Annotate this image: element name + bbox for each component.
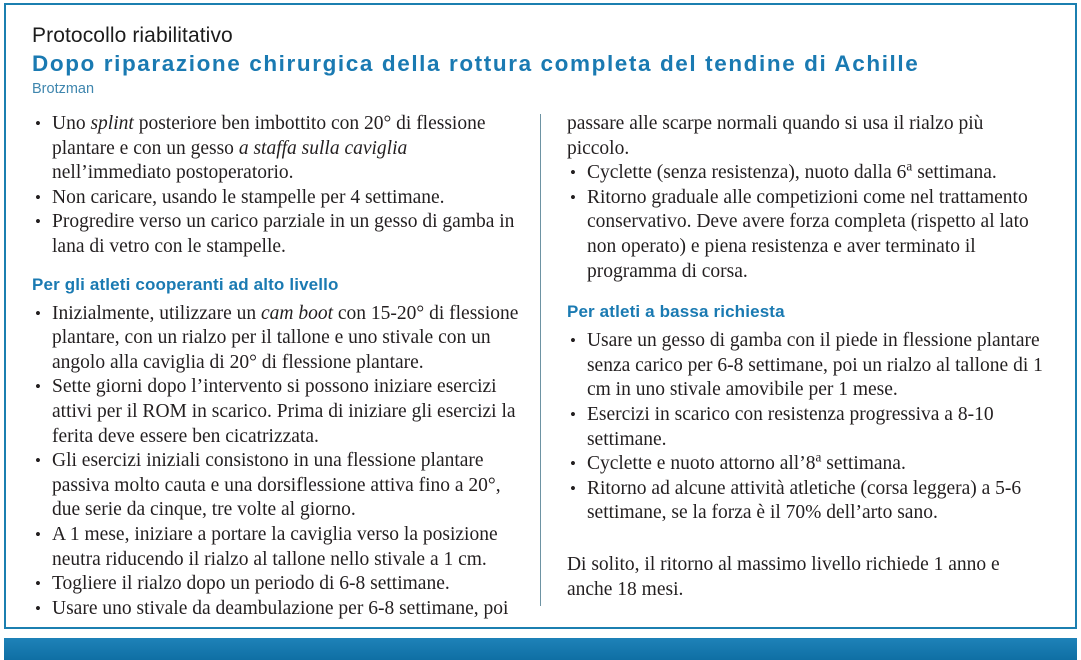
list-item: • Progredire verso un carico parziale in un gesso di gamba in lana di vetro con le stampelle. <box>32 210 526 259</box>
list-item: • Togliere il rialzo dopo un periodo di 6-8 settimane. <box>32 572 526 597</box>
list-item: • Sette giorni dopo l’intervento si possono iniziare esercizi attivi per il ROM in scarico. Prima di iniziare gli esercizi la ferita deve essere ben cicatrizzata. <box>32 375 526 449</box>
list-item: • Cyclette (senza resistenza), nuoto dalla 6$^a$ settimana. <box>567 161 1049 186</box>
closing-paragraph: Di solito, il ritorno al massimo livello richiede 1 anno e anche 18 mesi. <box>566 553 1000 600</box>
section-heading-low-demand-athletes: Per atleti a bassa richiesta <box>566 302 785 322</box>
low-demand-bullet-list <box>567 329 1049 526</box>
page-subtitle: Dopo riparazione chirurgica della rottura completa del tendine di Achille <box>32 51 920 76</box>
section-heading-high-demand-athletes: Per gli atleti cooperanti ad alto livello <box>32 274 339 294</box>
list-item: • Inizialmente, utilizzare un cam boot con 15-20° di flessione plantare, con un rialzo per il tallone e uno stivale con un angolo alla caviglia di 20° di flessione plantare. <box>32 302 526 376</box>
two-column-body <box>32 112 1049 621</box>
page-title: Protocollo riabilitativo <box>32 24 233 47</box>
list-item: • Uno splint posteriore ben imbottito con 20° di flessione plantare e con un gesso a staffa sulla caviglia nell’immediato postoperatorio. <box>32 112 526 186</box>
document-frame <box>4 3 1077 629</box>
document-content <box>6 5 1075 627</box>
high-demand-bullet-list <box>32 302 526 622</box>
bottom-color-band <box>4 638 1077 660</box>
right-column <box>541 112 1049 621</box>
list-item: • Esercizi in scarico con resistenza progressiva a 8-10 settimane. <box>567 403 1049 452</box>
bottom-band-gradient <box>4 638 1077 660</box>
continuation-text: passare alle scarpe normali quando si usa il rialzo più piccolo. <box>566 113 984 159</box>
list-item: • Gli esercizi iniziali consistono in una flessione plantare passiva molto cauta e una dorsiflessione attiva fino a 20°, due serie da cinque, tre volte al giorno. <box>32 449 526 523</box>
list-item: • A 1 mese, iniziare a portare la caviglia verso la posizione neutra riducendo il rialzo al tallone nello stivale a 1 cm. <box>32 523 526 572</box>
list-item: • Usare un gesso di gamba con il piede in flessione plantare senza carico per 6-8 settimane, poi un rialzo al tallone di 1 cm in uno stivale amovibile per 1 mese. <box>567 329 1049 403</box>
list-item: • Cyclette e nuoto attorno all’8$^a$ settimana. <box>567 452 1049 477</box>
document-header <box>32 23 1049 99</box>
author-label: Brotzman <box>32 81 95 97</box>
list-item: • Ritorno ad alcune attività atletiche (corsa leggera) a 5-6 settimane, se la forza è il 70% dell’arto sano. <box>567 477 1049 526</box>
list-item: • Ritorno graduale alle competizioni come nel trattamento conservativo. Deve avere forza completa (rispetto al lato non operato) e piena resistenza e aver terminato il programma di corsa. <box>567 186 1049 284</box>
intro-bullet-list <box>32 112 526 260</box>
right-top-bullet-list <box>567 158 1049 284</box>
left-column <box>32 112 540 621</box>
list-item: • Usare uno stivale da deambulazione per 6-8 settimane, poi <box>32 597 526 622</box>
list-item: • Non caricare, usando le stampelle per 4 settimane. <box>32 186 526 211</box>
